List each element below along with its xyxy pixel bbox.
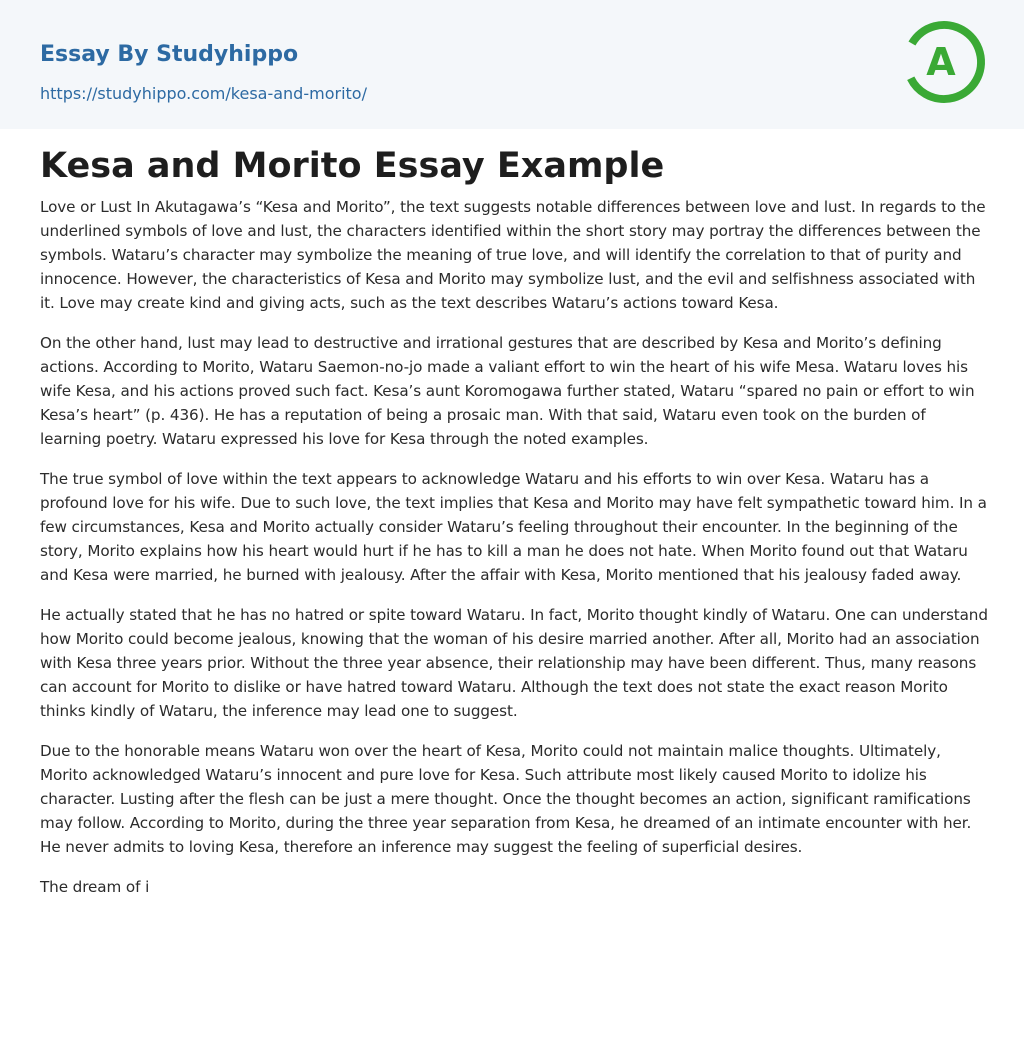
studyhippo-logo-icon[interactable] (901, 19, 987, 105)
essay-paragraph-truncated: The dream of i (40, 878, 150, 896)
source-url-link[interactable]: https://studyhippo.com/kesa-and-morito/ (40, 84, 367, 103)
site-brand[interactable]: Essay By Studyhippo (40, 42, 299, 67)
essay-paragraph: Love or Lust In Akutagawa’s “Kesa and Morito”, the text suggests notable differences between love and lust. In regards to the underlined symbols of love and lust, the characters identified within the short story may portray the differences between the symbols. Wataru’s character may symbolize the meaning of true love, and will identify the correlation to that of purity and innocence. However, the characteristics of Kesa and Morito may symbolize lust, and the evil and selfishness associated with it. Love may create kind and giving acts, such as the text describes Wataru’s actions toward Kesa. (40, 198, 986, 312)
essay-paragraph: He actually stated that he has no hatred or spite toward Wataru. In fact, Morito thought kindly of Wataru. One can understand how Morito could become jealous, knowing that the woman of his desire married another. After all, Morito had an association with Kesa three years prior. Without the three year absence, their relationship may have been different. Thus, many reasons can account for Morito to dislike or have hatred toward Wataru. Although the text does not state the exact reason Morito thinks kindly of Wataru, the inference may lead one to suggest. (40, 606, 988, 720)
essay-title: Kesa and Morito Essay Example (40, 146, 665, 186)
essay-paragraph: On the other hand, lust may lead to destructive and irrational gestures that are described by Kesa and Morito’s defining actions. According to Morito, Wataru Saemon-no-jo made a valiant effort to win the heart of his wife Mesa. Wataru loves his wife Kesa, and his actions proved such fact. Kesa’s aunt Koromogawa further stated, Wataru “spared no pain or effort to win Kesa’s heart” (p. 436). He has a reputation of being a prosaic man. With that said, Wataru even took on the burden of learning poetry. Wataru expressed his love for Kesa through the noted examples. (40, 334, 975, 448)
essay-paragraph: The true symbol of love within the text appears to acknowledge Wataru and his efforts to win over Kesa. Wataru has a profound love for his wife. Due to such love, the text implies that Kesa and Morito may have felt sympathetic toward him. In a few circumstances, Kesa and Morito actually consider Wataru’s feeling throughout their encounter. In the beginning of the story, Morito explains how his heart would hurt if he has to kill a man he does not hate. When Morito found out that Wataru and Kesa were married, he burned with jealousy. After the affair with Kesa, Morito mentioned that his jealousy faded away. (40, 470, 987, 584)
logo-letter: A (926, 40, 956, 84)
essay-body (40, 195, 990, 915)
page-header (0, 0, 1024, 129)
essay-paragraph: Due to the honorable means Wataru won over the heart of Kesa, Morito could not maintain malice thoughts. Ultimately, Morito acknowledged Wataru’s innocent and pure love for Kesa. Such attribute most likely caused Morito to idolize his character. Lusting after the flesh can be just a mere thought. Once the thought becomes an action, significant ramifications may follow. According to Morito, during the three year separation from Kesa, he dreamed of an intimate encounter with her. He never admits to loving Kesa, therefore an inference may suggest the feeling of superficial desires. (40, 742, 972, 856)
